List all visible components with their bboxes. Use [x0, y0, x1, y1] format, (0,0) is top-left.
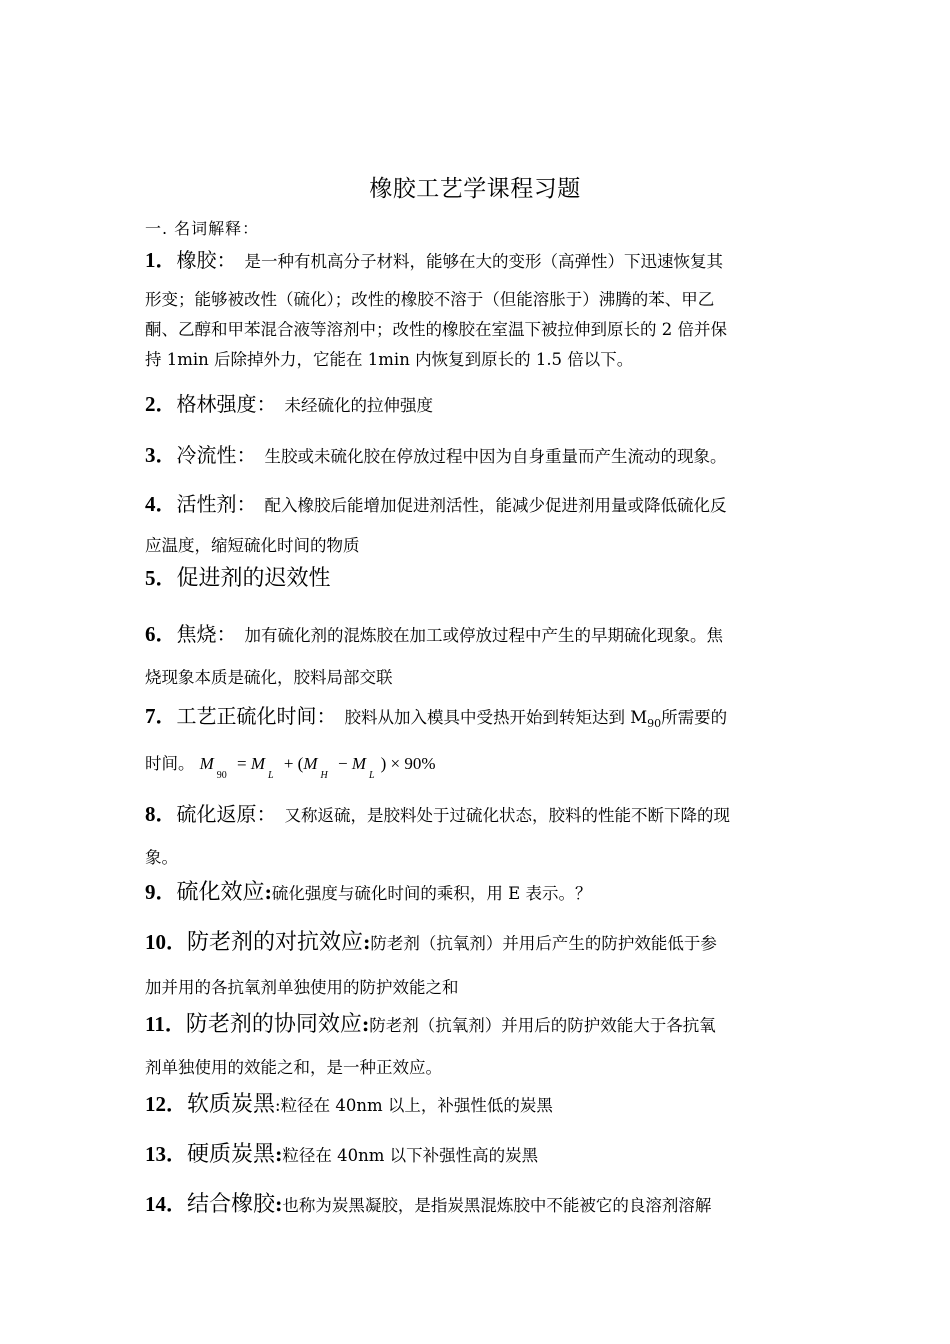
entry-7 [145, 704, 810, 781]
entry-number: 5． [145, 566, 177, 590]
entry-definition-cont: 时间。 [145, 754, 195, 773]
section-heading: 一. 名词解释： [145, 219, 260, 238]
entry-definition-cont: 烧现象本质是硫化，胶料局部交联 [145, 668, 393, 687]
entry-definition: 胶料从加入模具中受热开始到转矩达到 M [344, 708, 648, 727]
entry-definition: 所需要的 [661, 708, 728, 727]
entry-term: 硬质炭黑 [187, 1142, 276, 1167]
entry-term: 格林强度： [176, 392, 277, 416]
entry-10 [145, 930, 810, 998]
entry-definition-cont: 剂单独使用的效能之和，是一种正效应。 [145, 1058, 442, 1077]
entry-definition-cont: 应温度，缩短硫化时间的物质 [145, 536, 360, 555]
entry-definition: 未经硫化的拉伸强度 [284, 396, 433, 415]
entry-term: 结合橡胶 [187, 1192, 276, 1217]
entry-2 [145, 392, 810, 417]
entry-4 [145, 492, 810, 556]
entry-13 [145, 1142, 810, 1168]
entry-12 [145, 1092, 810, 1118]
entry-number: 8． [145, 802, 177, 826]
entry-definition: 也称为炭黑凝胶，是指炭黑混炼胶中不能被它的良溶剂溶解 [282, 1196, 712, 1215]
entry-term: 橡胶： [176, 248, 237, 272]
entry-term: 防老剂的对抗效应 [187, 930, 364, 955]
entry-term: 冷流性： [176, 443, 257, 467]
entry-number: 7． [145, 704, 177, 728]
entry-term: 软质炭黑 [187, 1092, 276, 1117]
entry-8 [145, 802, 810, 868]
colon: : [361, 1012, 370, 1036]
entry-term: 促进剂的迟效性 [176, 566, 331, 591]
entry-term: 硫化效应 [176, 880, 265, 905]
entry-term: 焦烧： [176, 622, 237, 646]
entry-definition: 粒径在 40nm 以下补强性高的炭黑 [282, 1146, 539, 1165]
entry-9 [145, 880, 810, 906]
subscript-90: 90 [647, 717, 662, 731]
entry-definition: 防老剂（抗氧剂）并用后产生的防护效能低于参 [370, 934, 717, 953]
colon: : [275, 1192, 283, 1216]
entry-number: 6． [145, 622, 177, 646]
entry-11 [145, 1012, 810, 1078]
entry-term: 工艺正硫化时间： [176, 704, 337, 728]
entry-number: 12． [145, 1092, 187, 1116]
page-title: 橡胶工艺学课程习题 [369, 176, 581, 202]
entry-6 [145, 622, 810, 688]
entry-number: 4． [145, 492, 177, 516]
entry-definition-cont: 持 1min 后除掉外力，它能在 1min 内恢复到原长的 1.5 倍以下。 [145, 350, 634, 369]
entry-number: 10． [145, 930, 187, 954]
colon: : [363, 930, 371, 954]
entry-definition: 配入橡胶后能增加促进剂活性，能减少促进剂用量或降低硫化反 [264, 496, 727, 515]
entry-number: 14． [145, 1192, 187, 1216]
entry-term: 活性剂： [176, 492, 257, 516]
entry-definition-cont: 加并用的各抗氧剂单独使用的防护效能之和 [145, 978, 459, 997]
entry-1 [145, 248, 810, 376]
entry-definition: 是一种有机高分子材料，能够在大的变形（高弹性）下迅速恢复其 [244, 252, 723, 271]
entry-5 [145, 566, 810, 592]
entry-definition: 防老剂（抗氧剂）并用后的防护效能大于各抗氧 [369, 1016, 716, 1035]
entry-definition: 加有硫化剂的混炼胶在加工或停放过程中产生的早期硫化现象。焦 [244, 626, 723, 645]
entry-definition: :粒径在 40nm 以上，补强性低的炭黑 [275, 1096, 553, 1115]
entry-number: 11． [145, 1012, 186, 1036]
entry-definition: 生胶或未硫化胶在停放过程中因为自身重量而产生流动的现象。 [264, 447, 727, 466]
entry-definition-cont: 形变；能够被改性（硫化）；改性的橡胶不溶于（但能溶胀于）沸腾的苯、甲乙 [145, 290, 715, 309]
entry-14 [145, 1192, 810, 1218]
colon: : [275, 1142, 283, 1166]
entry-number: 1． [145, 248, 177, 272]
entry-term: 防老剂的协同效应 [185, 1012, 362, 1037]
entry-definition: 又称返硫，是胶料处于过硫化状态，胶料的性能不断下降的现 [284, 806, 730, 825]
entry-3 [145, 443, 810, 468]
entry-definition: 硫化强度与硫化时间的乘积，用 E 表示。？ [271, 884, 592, 903]
vulcanization-formula: $M_{90} = M_L + (M_H - M_L) \times 90\%$ [199, 754, 436, 781]
entry-definition-cont: 象。 [145, 848, 178, 867]
entry-number: 3． [145, 443, 177, 467]
entry-number: 2． [145, 392, 177, 416]
entry-definition-cont: 酮、乙醇和甲苯混合液等溶剂中；改性的橡胶在室温下被拉伸到原长的 2 倍并保 [145, 320, 727, 339]
entry-term: 硫化返原： [176, 802, 277, 826]
colon: : [264, 880, 272, 904]
entry-number: 13． [145, 1142, 187, 1166]
entry-number: 9． [145, 880, 177, 904]
